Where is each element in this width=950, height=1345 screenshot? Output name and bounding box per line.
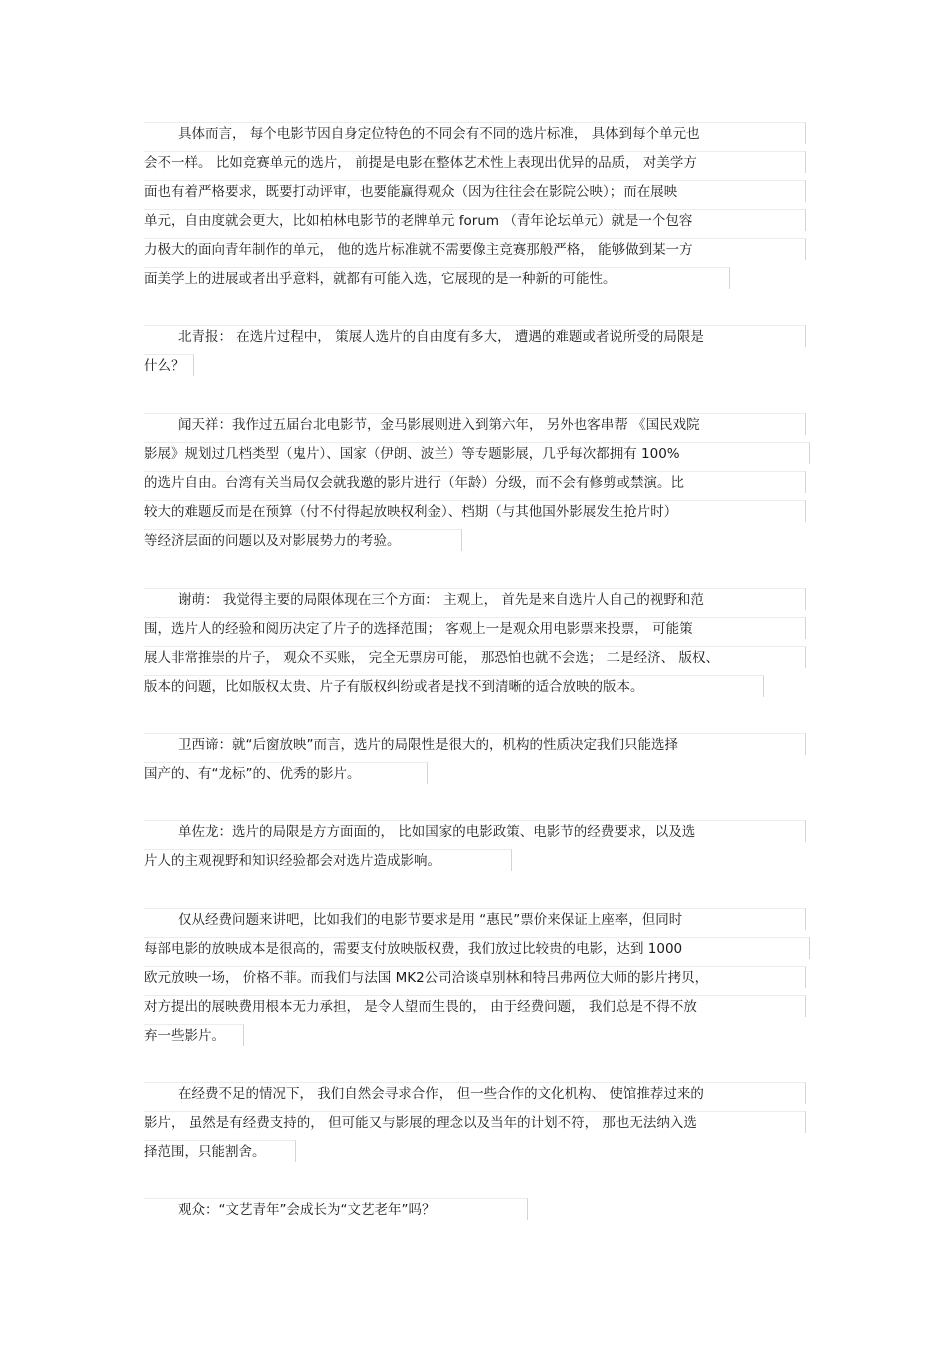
paragraph-4-line-2: 围，选片人的经验和阅历决定了片子的选择范围； 客观上一是观众用电影票来投票， 可能策 (144, 617, 806, 639)
paragraph-3-line-1: 闻天祥：我作过五届台北电影节，金马影展则进入到第六年， 另外也客串帮 《国民戏院 (144, 413, 806, 435)
paragraph-3-line-4: 较大的难题反而是在预算（付不付得起放映权利金）、档期（与其他国外影展发生抢片时） (144, 500, 806, 522)
paragraph-1-line-5: 力极大的面向青年制作的单元， 他的选片标准就不需要像主竞赛那般严格， 能够做到某一方 (144, 238, 806, 260)
paragraph-5-line-2: 国产的、有“龙标”的、优秀的影片。 (144, 762, 428, 784)
paragraph-1-line-2: 会不一样。 比如竞赛单元的选片， 前提是电影在整体艺术性上表现出优异的品质， 对美学方 (144, 151, 806, 173)
paragraph-4-line-3: 展人非常推崇的片子， 观众不买账， 完全无票房可能， 那恐怕也就不会选； 二是经济、 版权、 (144, 646, 806, 668)
paragraph-9-line-1: 观众：“文艺青年”会成长为“文艺老年”吗？ (144, 1198, 528, 1220)
paragraph-7-line-3: 欧元放映一场， 价格不菲。而我们与法国 MK2公司洽谈卓别林和特吕弗两位大师的影片拷贝， (144, 966, 806, 988)
paragraph-6-line-1: 单佐龙：选片的局限是方方面面的， 比如国家的电影政策、电影节的经费要求，以及选 (144, 820, 806, 842)
paragraph-6-line-2: 片人的主观视野和知识经验都会对选片造成影响。 (144, 849, 512, 871)
paragraph-7-line-1: 仅从经费问题来讲吧，比如我们的电影节要求是用 “惠民”票价来保证上座率，但同时 (144, 908, 806, 930)
paragraph-3-line-2: 影展》规划过几档类型（鬼片）、国家（伊朗、波兰）等专题影展，几乎每次都拥有 100% (144, 442, 810, 464)
paragraph-4-line-4: 版本的问题，比如版权太贵、片子有版权纠纷或者是找不到清晰的适合放映的版本。 (144, 675, 764, 697)
paragraph-4-line-1: 谢萌： 我觉得主要的局限体现在三个方面： 主观上， 首先是来自选片人自己的视野和范 (144, 588, 806, 610)
paragraph-3-line-3: 的选片自由。台湾有关当局仅会就我邀的影片进行（年龄）分级，而不会有修剪或禁演。比 (144, 471, 806, 493)
paragraph-2-line-1: 北青报： 在选片过程中， 策展人选片的自由度有多大， 遭遇的难题或者说所受的局限是 (144, 325, 806, 347)
paragraph-7-line-5: 弃一些影片。 (144, 1024, 244, 1046)
paragraph-8-line-3: 择范围，只能割舍。 (144, 1140, 296, 1162)
paragraph-8-line-1: 在经费不足的情况下， 我们自然会寻求合作， 但一些合作的文化机构、 使馆推荐过来的 (144, 1082, 806, 1104)
paragraph-1-line-3: 面也有着严格要求，既要打动评审，也要能赢得观众（因为往往会在影院公映）；而在展映 (144, 180, 806, 202)
paragraph-5-line-1: 卫西谛：就“后窗放映”而言，选片的局限性是很大的，机构的性质决定我们只能选择 (144, 733, 806, 755)
paragraph-1-line-1: 具体而言， 每个电影节因自身定位特色的不同会有不同的选片标准， 具体到每个单元也 (144, 122, 806, 144)
paragraph-2-line-2: 什么？ (144, 354, 194, 376)
paragraph-7-line-4: 对方提出的展映费用根本无力承担， 是令人望而生畏的， 由于经费问题， 我们总是不得不放 (144, 995, 806, 1017)
paragraph-8-line-2: 影片， 虽然是有经费支持的， 但可能又与影展的理念以及当年的计划不符， 那也无法纳入选 (144, 1111, 806, 1133)
paragraph-7-line-2: 每部电影的放映成本是很高的，需要支付放映版权费，我们放过比较贵的电影，达到 1000 (144, 937, 810, 959)
paragraph-1-line-4: 单元，自由度就会更大，比如柏林电影节的老牌单元 forum （青年论坛单元）就是一个包容 (144, 209, 806, 231)
paragraph-1-line-6: 面美学上的进展或者出乎意料，就都有可能入选，它展现的是一种新的可能性。 (144, 267, 730, 289)
paragraph-3-line-5: 等经济层面的问题以及对影展势力的考验。 (144, 529, 462, 551)
